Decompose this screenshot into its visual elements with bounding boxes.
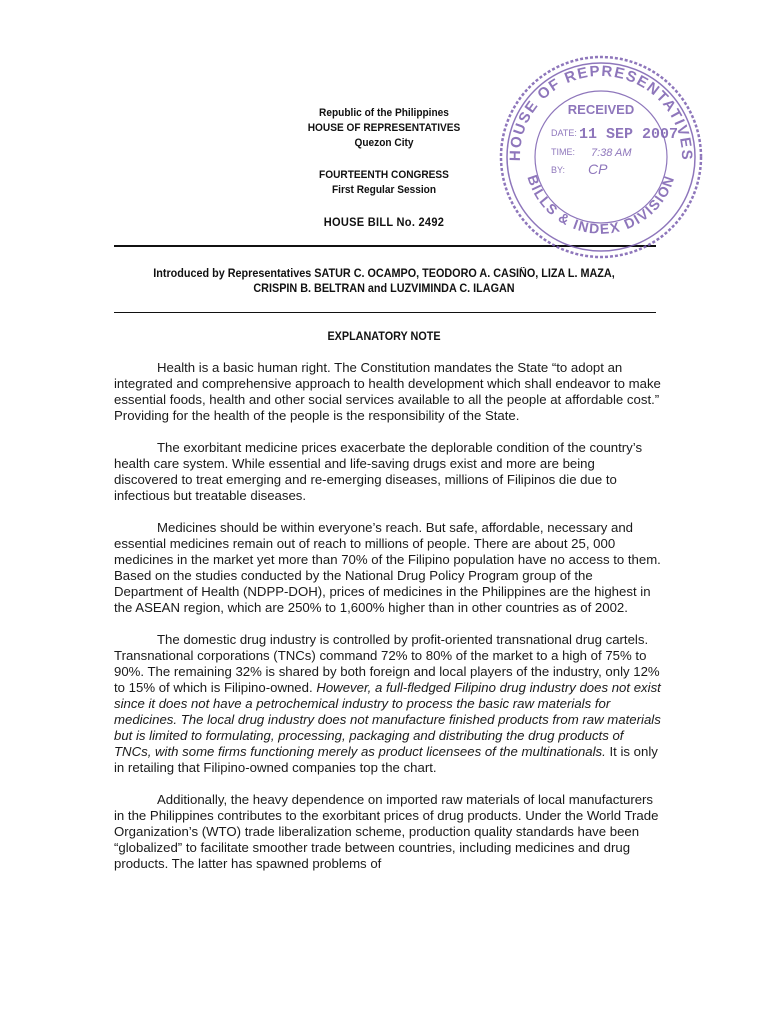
city-line: Quezon City — [354, 137, 414, 149]
paragraph-2: The exorbitant medicine prices exacerbate the deplorable condition of the country’s health care system. While essential and life-saving drugs exist and more are being discovered to treat emerging and re-emerging diseases, millions of Filipinos die due to infectious but treatable diseases. — [114, 440, 643, 503]
authors-divider — [114, 312, 656, 313]
document-body — [114, 360, 662, 888]
paragraph-1: Health is a basic human right. The Constitution mandates the State “to adopt an integrated and comprehensive approach to health development which shall endeavor to make essential foods, health and other social services available to all the people at affordable cost.” Providing for the health of the people is the responsibility of the State. — [114, 360, 661, 423]
house-line: HOUSE OF REPRESENTATIVES — [307, 122, 461, 134]
explanatory-note-title: EXPLANATORY NOTE — [327, 331, 441, 343]
stamp-bottom-text: BILLS & INDEX DIVISION — [524, 172, 678, 237]
paragraph-3: Medicines should be within everyone’s reach. But safe, affordable, necessary and essential medicines remain out of reach to millions of people. There are about 25, 000 medicines in the market yet more than 70% of the Filipino population have no access to them. Based on the studies conducted by the National Drug Policy Program group of the Department of Health (NDPP-DOH), prices of medicines in the Philippines are the highest in the ASEAN region, which are 250% to 1,600% higher than in other countries as of 2002. — [114, 520, 661, 615]
stamp-time-value: 7:38 AM — [591, 147, 632, 159]
authors-line-1: Introduced by Representatives SATUR C. OCAMPO, TEODORO A. CASIÑO, LIZA L. MAZA, — [153, 268, 615, 280]
paragraph-4-start: The domestic drug industry is controlled by profit-oriented transnational drug cartels. Transnational corporations (TNCs) command 72% to 80% of the market to a high of 75% to 90%. The remaining 32% is shared by both foreign and local players of the industry, only 12% to 15% of which is Filipino-owned. — [114, 632, 660, 695]
authors-block — [98, 267, 670, 297]
authors-line-2: CRISPIN B. BELTRAN and LUZVIMINDA C. ILAGAN — [253, 283, 515, 295]
bill-number: HOUSE BILL No. 2492 — [323, 215, 445, 229]
congress-line: FOURTEENTH CONGRESS — [319, 169, 449, 181]
paragraph-4-italic: However, a full-fledged Filipino drug industry does not exist since it does not have a petrochemical industry to process the basic raw materials for medicines. The local drug industry does not manufacture finished products from raw materials but is limited to formulating, processing, packaging and distributing the drug products of TNCs, with some firms functioning merely as product licensees of the multinationals. — [114, 680, 661, 759]
stamp-date-label: DATE: — [551, 128, 577, 138]
paragraph-4-end: It is only in retailing that Filipino-owned companies top the chart. — [114, 744, 658, 775]
received-stamp — [496, 52, 706, 262]
stamp-time-label: TIME: — [551, 147, 575, 157]
republic-line: Republic of the Philippines — [319, 107, 449, 119]
stamp-outer-text: HOUSE OF REPRESENTATIVES — [506, 62, 696, 162]
session-line: First Regular Session — [331, 184, 437, 196]
stamp-received: RECEIVED — [567, 102, 635, 117]
paragraph-5: Additionally, the heavy dependence on imported raw materials of local manufacturers in the Philippines contributes to the exorbitant prices of drug products. Under the World Trade Organization’s (WTO) trade liberalization scheme, production quality standards have been “globalized” to facilitate smoother trade between countries, including medicines and drug products. The latter has spawned problems of — [114, 792, 659, 871]
stamp-by-value: CP — [588, 161, 608, 177]
stamp-by-label: BY: — [551, 165, 566, 175]
paragraph-4 — [114, 632, 662, 776]
stamp-date-value: 11 SEP 2007 — [579, 126, 679, 143]
